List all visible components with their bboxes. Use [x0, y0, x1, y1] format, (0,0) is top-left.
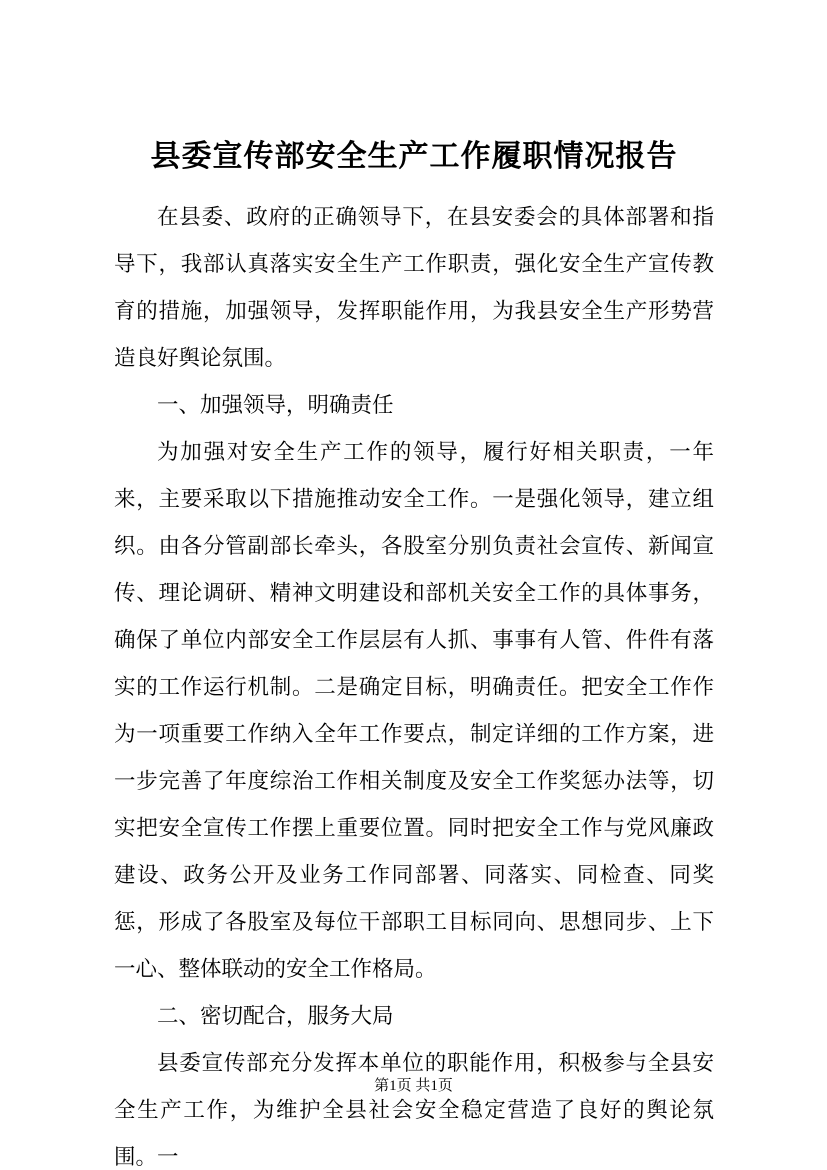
paragraph-section-2: 县委宣传部充分发挥本单位的职能作用，积极参与全县安全生产工作，为维护全县社会安全稳定营造了良好的舆论氛围。一 [114, 1051, 714, 1169]
paragraph-section-1: 为加强对安全生产工作的领导，履行好相关职责，一年来，主要采取以下措施推动安全工作。一是强化领导，建立组织。由各分管副部长牵头，各股室分别负责社会宣传、新闻宣传、理论调研、精神文明建设和部机关安全工作的具体事务，确保了单位内部安全工作层层有人抓、事事有人管、件件有落实的工作运行机制。二是确定目标，明确责任。把安全工作作为一项重要工作纳入全年工作要点，制定详细的工作方案，进一步完善了年度综治工作相关制度及安全工作奖惩办法等，切实把安全宣传工作摆上重要位置。同时把安全工作与党风廉政建设、政务公开及业务工作同部署、同落实、同检查、同奖惩，形成了各股室及每位干部职工目标同向、思想同步、上下一心、整体联动的安全工作格局。 [114, 440, 714, 981]
document-title: 县委宣传部安全生产工作履职情况报告 [150, 140, 678, 173]
page-number-text: 第1页 共1页 [374, 1078, 453, 1094]
page-footer [0, 1076, 827, 1096]
paragraph-intro: 在县委、政府的正确领导下，在县安委会的具体部署和指导下，我部认真落实安全生产工作职责，强化安全生产宣传教育的措施，加强领导，发挥职能作用，为我县安全生产形势营造良好舆论氛围。 [114, 205, 714, 370]
section-heading-1: 一、加强领导，明确责任 [157, 393, 394, 417]
document-content [114, 136, 714, 1170]
section-heading-2: 二、密切配合，服务大局 [157, 1004, 394, 1028]
